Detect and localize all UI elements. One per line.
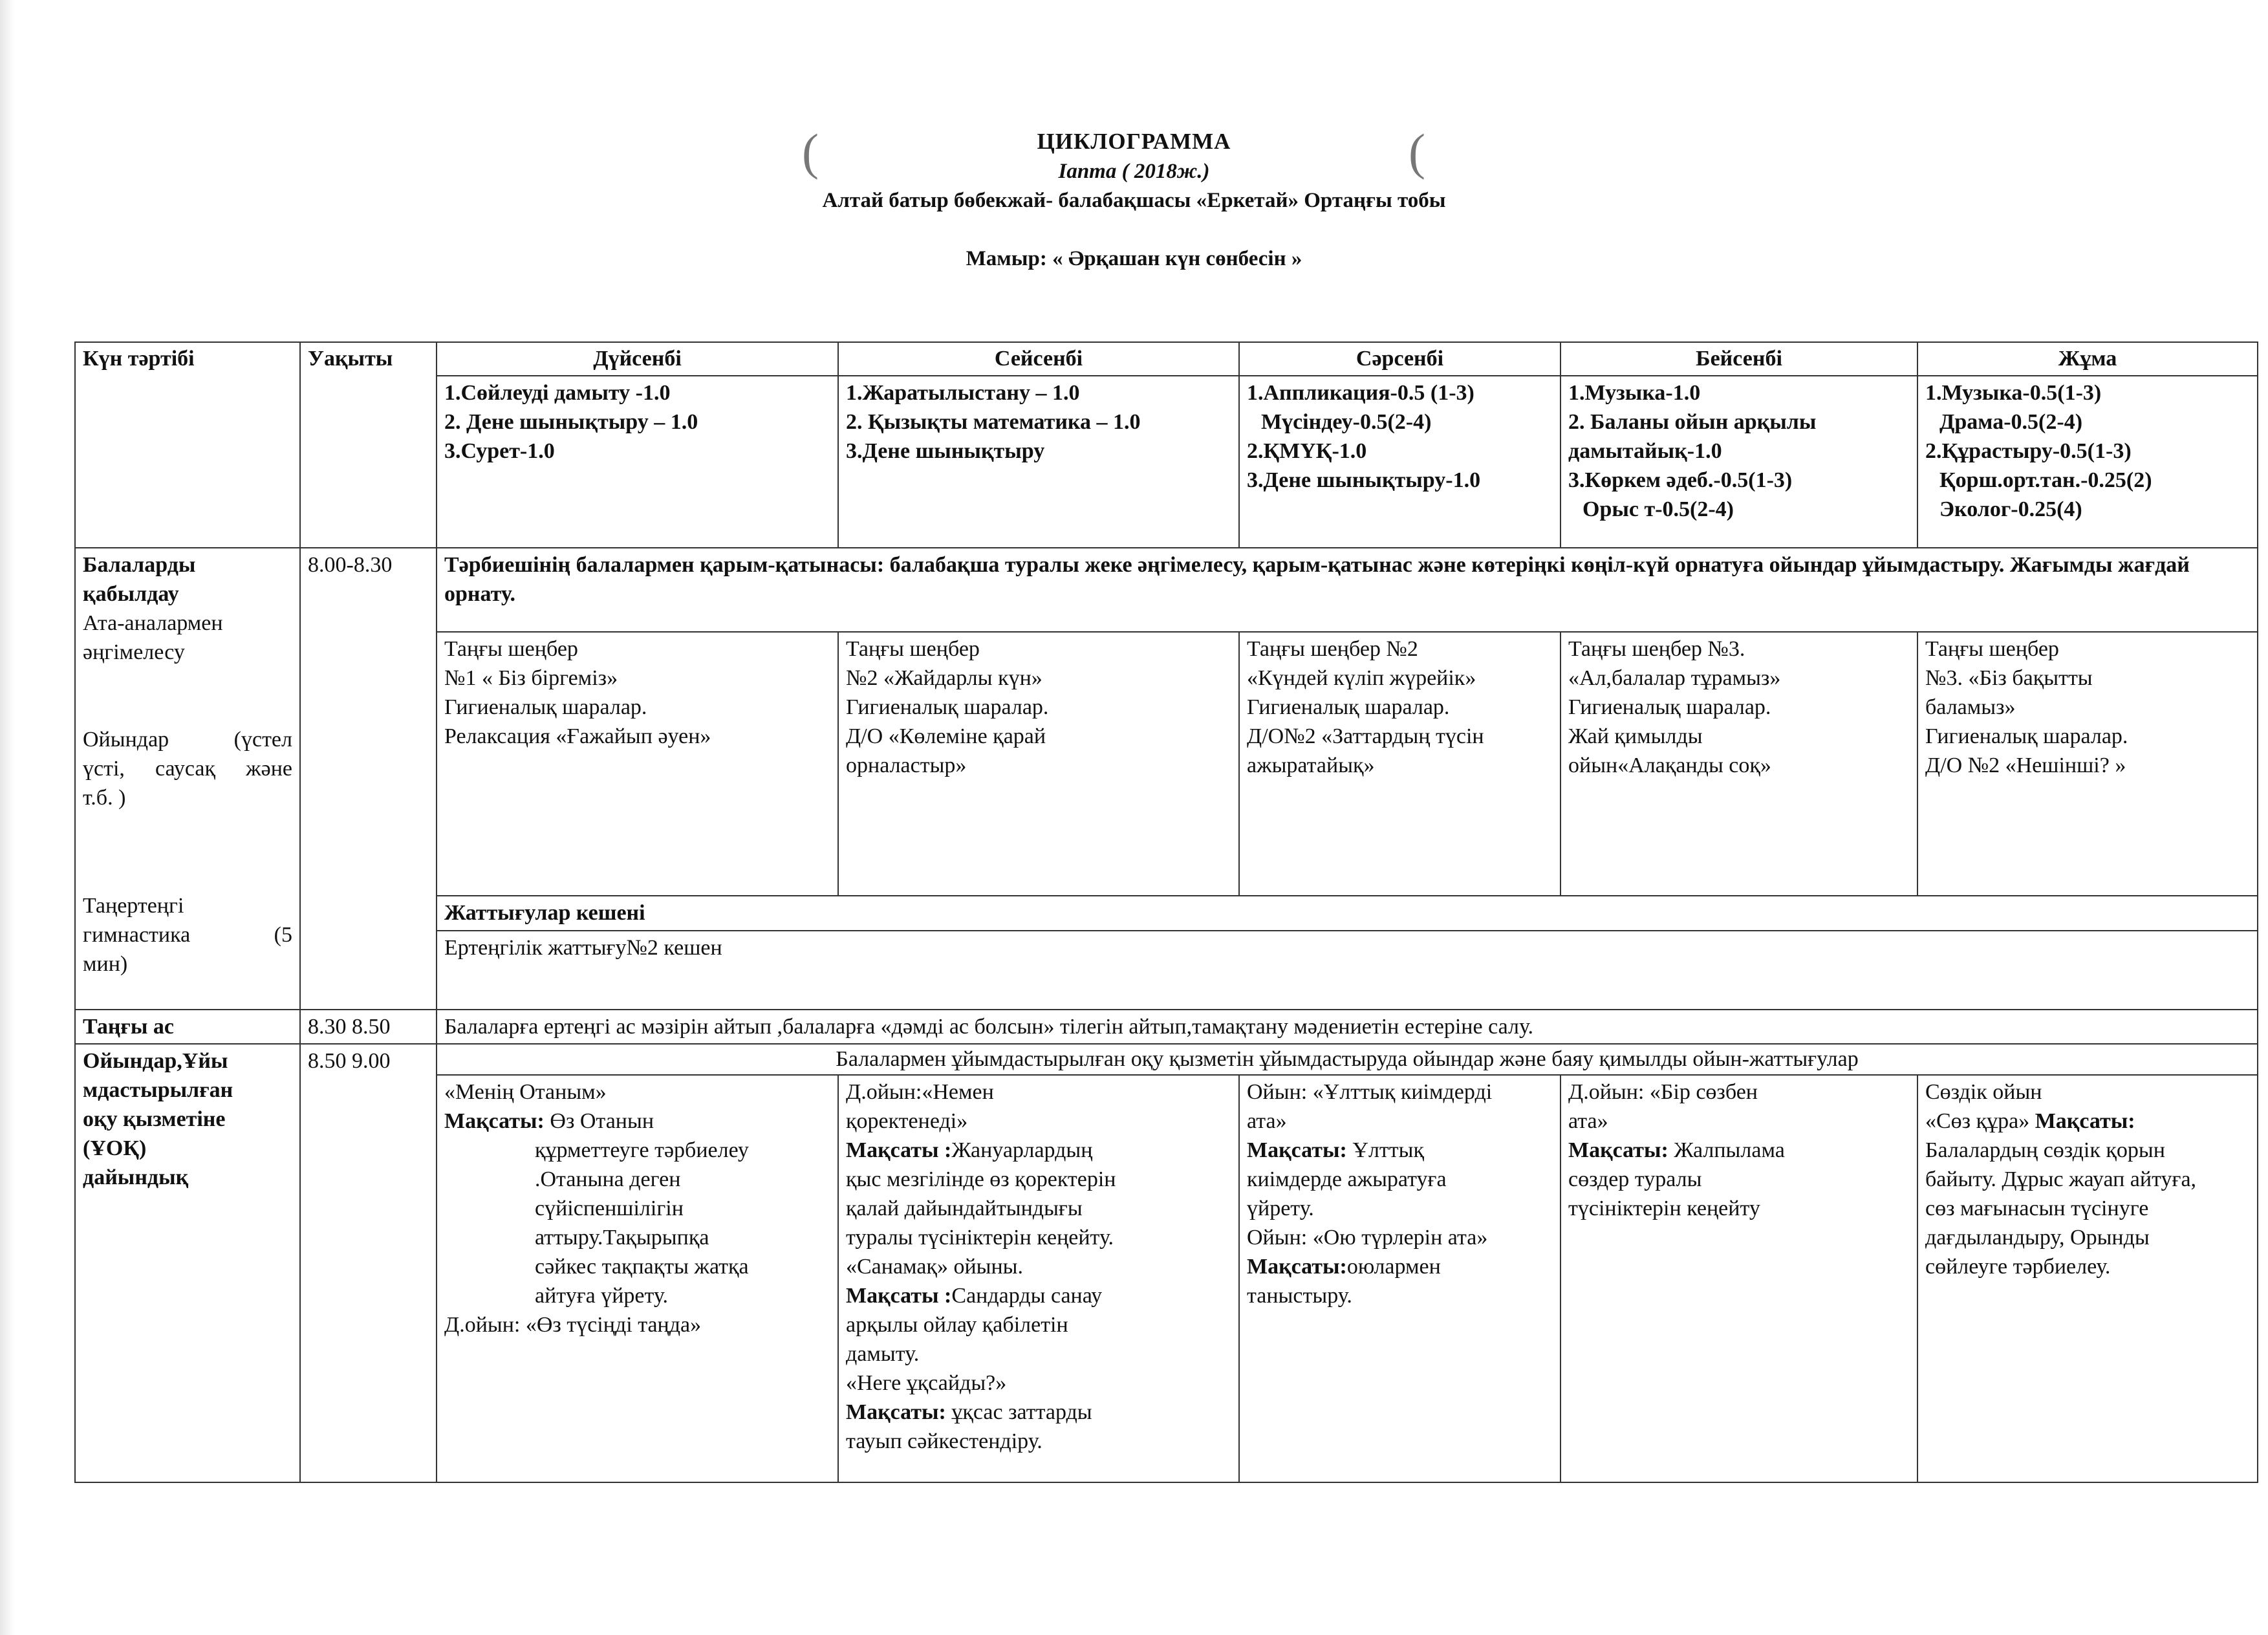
activity-line: Ойын: «Ұлттық киімдерді xyxy=(1247,1080,1493,1104)
activity-line: сөйлеуге тәрбиелеу. xyxy=(1925,1255,2111,1279)
prep-wed xyxy=(1239,1075,1561,1482)
exercise-title: Жаттығулар кешені xyxy=(437,896,2258,931)
activity-line: .Отанына деген xyxy=(535,1167,681,1191)
activity-line: «Күндей күліп жүрейік» xyxy=(1247,666,1476,690)
subject-item: 1.Сөйлеуді дамыту -1.0 xyxy=(444,381,671,405)
activity-line: Д/О№2 «Заттардың түсін xyxy=(1247,724,1484,748)
activity-line: дағдыландыру, Орынды xyxy=(1925,1226,2150,1250)
activity-line: аттыру.Тақырыпқа xyxy=(535,1226,709,1250)
subjects-wed xyxy=(1239,376,1561,548)
aim-text: ұқсас заттарды xyxy=(945,1400,1092,1424)
activity-line: Ойын: «Ою түрлерін ата» xyxy=(1247,1226,1488,1250)
col-header-mon: Дүйсенбі xyxy=(437,342,838,376)
activity-line: Таңғы шеңбер xyxy=(444,637,578,661)
activity-aim xyxy=(1247,1252,1553,1281)
activity-line: ойын«Алақанды соқ» xyxy=(1568,753,1771,777)
activity-aim xyxy=(846,1398,1231,1427)
games-label-line: Ойындар (үстел xyxy=(83,728,292,752)
activity-aim xyxy=(1568,1136,1910,1165)
morning-circle-thu xyxy=(1561,632,1917,896)
activity-aim xyxy=(444,1107,830,1136)
spacer xyxy=(83,667,292,725)
activity-line: Гигиеналық шаралар. xyxy=(1568,695,1771,719)
prep-fri xyxy=(1917,1075,2258,1482)
activity-line: Д/О №2 «Нешінші? » xyxy=(1925,753,2126,777)
decorative-bracket-right: ( xyxy=(1409,124,1425,180)
school-name: Алтай батыр бөбекжай- балабақшасы «Еркетай» Ортаңғы тобы xyxy=(822,189,1446,212)
prep-tue xyxy=(838,1075,1239,1482)
subjects-fri xyxy=(1917,376,2258,548)
header-row xyxy=(75,342,2258,376)
activity-line: Гигиеналық шаралар. xyxy=(444,695,647,719)
aim-text: Жануарлардың xyxy=(951,1138,1093,1162)
breakfast-time: 8.30 8.50 xyxy=(300,1010,437,1044)
aim-label: Мақсаты : xyxy=(846,1284,952,1308)
activity-aim xyxy=(846,1136,1231,1165)
reception-intro-row xyxy=(75,548,2258,632)
prep-label-line: Ойындар,Ұйы xyxy=(83,1049,228,1073)
subject-item: Эколог-0.25(4) xyxy=(1939,497,2082,521)
subject-item: 2.ҚМҮҚ-1.0 xyxy=(1247,439,1367,463)
col-header-tue: Сейсенбі xyxy=(838,342,1239,376)
activity-line: қыс мезгілінде өз қоректерін xyxy=(846,1167,1116,1191)
subject-item: дамытайық-1.0 xyxy=(1568,439,1722,463)
activity-line: орналастыр» xyxy=(846,753,967,777)
col-header-fri: Жұма xyxy=(1917,342,2258,376)
subject-item: 1.Аппликация-0.5 (1-3) xyxy=(1247,381,1474,405)
morning-circle-mon xyxy=(437,632,838,896)
aim-text: Өз Отанын xyxy=(544,1109,654,1133)
breakfast-text: Балаларға ертеңгі ас мәзірін айтып ,балаларға «дәмді ас болсын» тілегін айтып,тамақтану мәдениетін естеріне салу. xyxy=(437,1010,2258,1044)
morning-circle-fri xyxy=(1917,632,2258,896)
aim-text: оюлармен xyxy=(1346,1255,1441,1279)
activity-line: Балалардың сөздік қорын xyxy=(1925,1138,2165,1162)
prep-title: Балалармен ұйымдастырылған оқу қызметін ұйымдастыруда ойындар және баяу қимылды ойын-жаттығулар xyxy=(437,1044,2258,1075)
subjects-thu xyxy=(1561,376,1917,548)
subject-item: Драма-0.5(2-4) xyxy=(1939,410,2083,434)
activity-line: айтуға үйрету. xyxy=(535,1284,669,1308)
activity-line: тауып сәйкестендіру. xyxy=(846,1429,1042,1453)
reception-label-line: қабылдау xyxy=(83,582,179,606)
prep-label-line: мдастырылған xyxy=(83,1078,233,1102)
subject-item: 3.Көркем әдеб.-0.5(1-3) xyxy=(1568,468,1793,492)
morning-circle-tue xyxy=(838,632,1239,896)
activity-line: киімдерде ажыратуға xyxy=(1247,1167,1447,1191)
col-header-time: Уақыты xyxy=(300,342,437,548)
activity-line: ата» xyxy=(1247,1109,1287,1133)
activity-line: Гигиеналық шаралар. xyxy=(1247,695,1450,719)
reception-label-line: әңгімелесу xyxy=(83,640,185,664)
col-header-routine: Күн тәртібі xyxy=(75,342,300,548)
activity-line: Гигиеналық шаралар. xyxy=(846,695,1049,719)
subjects-mon xyxy=(437,376,838,548)
aim-label: Мақсаты : xyxy=(846,1138,952,1162)
activity-line: ажыратайық» xyxy=(1247,753,1375,777)
document-title: ЦИКЛОГРАММА xyxy=(1037,129,1231,154)
schedule-table xyxy=(74,341,2258,1483)
games-label-line: т.б. ) xyxy=(83,786,126,810)
activity-line: құрметтеугe тәрбиелеу xyxy=(535,1138,749,1162)
aim-label: Мақсаты: xyxy=(444,1109,545,1133)
activity-line: Таңғы шеңбер №3. xyxy=(1568,637,1745,661)
aim-text: Ұлттық xyxy=(1346,1138,1424,1162)
subject-item: 2. Қызықты математика – 1.0 xyxy=(846,410,1141,434)
subjects-tue xyxy=(838,376,1239,548)
prep-label-line: дайындық xyxy=(83,1165,189,1189)
reception-label-line: Балаларды xyxy=(83,553,196,577)
activity-line: Таңғы шеңбер xyxy=(1925,637,2059,661)
game-name: «Сөз құра» xyxy=(1925,1109,2035,1133)
activity-line: Релаксация «Ғажайып әуен» xyxy=(444,724,711,748)
subject-item: Мүсіндеу-0.5(2-4) xyxy=(1261,410,1432,434)
prep-title-row xyxy=(75,1044,2258,1075)
aim-text: Жалпылама xyxy=(1668,1138,1785,1162)
prep-label xyxy=(75,1044,300,1482)
aim-label: Мақсаты: xyxy=(1247,1138,1347,1162)
prep-time: 8.50 9.00 xyxy=(300,1044,437,1482)
reception-label xyxy=(75,548,300,1010)
activity-line: таныстыру. xyxy=(1247,1284,1352,1308)
activity-aim xyxy=(1925,1107,2250,1136)
aim-label: Мақсаты: xyxy=(2035,1109,2135,1133)
subject-item: 1.Музыка-1.0 xyxy=(1568,381,1701,405)
prep-thu xyxy=(1561,1075,1917,1482)
subject-item: 3.Дене шынықтыру xyxy=(846,439,1045,463)
activity-line: Жай қимылды xyxy=(1568,724,1703,748)
activity-line: байыту. Дұрыс жауап айтуға, xyxy=(1925,1167,2197,1191)
activity-line: «Менің Отаным» xyxy=(444,1080,607,1104)
col-header-thu: Бейсенбі xyxy=(1561,342,1917,376)
activity-line: №1 « Біз біргеміз» xyxy=(444,666,618,690)
breakfast-label: Таңғы ас xyxy=(75,1010,300,1044)
subject-item: 1.Музыка-0.5(1-3) xyxy=(1925,381,2102,405)
activity-line: сүйіспеншілігін xyxy=(535,1196,684,1220)
subject-item: Қорш.орт.тан.-0.25(2) xyxy=(1939,468,2152,492)
subject-item: 1.Жаратылыстану – 1.0 xyxy=(846,381,1080,405)
activity-line: түсініктерін кеңейту xyxy=(1568,1196,1760,1220)
morning-circle-wed xyxy=(1239,632,1561,896)
activity-aim xyxy=(1247,1136,1553,1165)
exercise-text: Ертеңгілік жаттығу№2 кешен xyxy=(437,931,2258,1010)
activity-line: үйрету. xyxy=(1247,1196,1314,1220)
activity-line: Таңғы шеңбер xyxy=(846,637,980,661)
gym-label-line: мин) xyxy=(83,952,128,976)
prep-label-line: (ҰОҚ) xyxy=(83,1136,147,1160)
activity-line: қалай дайындайтындығы xyxy=(846,1196,1083,1220)
activity-line: баламыз» xyxy=(1925,695,2016,719)
activity-line: Д/О «Көлеміне қарай xyxy=(846,724,1046,748)
subject-item: Орыс т-0.5(2-4) xyxy=(1582,497,1734,521)
subject-item: 2.Құрастыру-0.5(1-3) xyxy=(1925,439,2132,463)
activity-line: №2 «Жайдарлы күн» xyxy=(846,666,1042,690)
prep-label-line: оқу қызметіне xyxy=(83,1107,226,1131)
decorative-bracket-left: ( xyxy=(802,124,819,180)
games-label-line: үсті, саусақ және xyxy=(83,757,292,781)
activity-aim xyxy=(846,1281,1231,1310)
subject-item: 2. Дене шынықтыру – 1.0 xyxy=(444,410,698,434)
activity-line: қоректенеді» xyxy=(846,1109,968,1133)
reception-label-line: Ата-аналармен xyxy=(83,611,223,635)
subject-item: 3.Сурет-1.0 xyxy=(444,439,555,463)
activity-line: Д.ойын: «Өз түсіңді таңда» xyxy=(444,1313,702,1337)
gym-label-line: Таңертеңгі xyxy=(83,894,184,918)
activity-line: «Ал,балалар тұрамыз» xyxy=(1568,666,1781,690)
prep-mon xyxy=(437,1075,838,1482)
month-theme: Мамыр: « Әрқашан күн сөнбесін » xyxy=(966,247,1302,270)
activity-line: №3. «Біз бақытты xyxy=(1925,666,2093,690)
activity-line: Сөздік ойын xyxy=(1925,1080,2042,1104)
activity-line: Таңғы шеңбер №2 xyxy=(1247,637,1418,661)
document-subtitle: Iапта ( 2018ж.) xyxy=(1058,160,1210,183)
aim-text: Сандарды санау xyxy=(951,1284,1103,1308)
activity-line: сөз мағынасын түсінуге xyxy=(1925,1196,2149,1220)
reception-time: 8.00-8.30 xyxy=(300,548,437,1010)
breakfast-row xyxy=(75,1010,2258,1044)
activity-line: сөздер туралы xyxy=(1568,1167,1702,1191)
gym-label-line: гимнастика (5 xyxy=(83,923,292,947)
aim-label: Мақсаты: xyxy=(1568,1138,1669,1162)
activity-line: сәйкес тақпақты жатқа xyxy=(535,1255,749,1279)
activity-line: дамыту. xyxy=(846,1342,920,1366)
activity-line: арқылы ойлау қабілетін xyxy=(846,1313,1068,1337)
activity-line: ата» xyxy=(1568,1109,1608,1133)
subject-item: 3.Дене шынықтыру-1.0 xyxy=(1247,468,1481,492)
activity-line: Гигиеналық шаралар. xyxy=(1925,724,2128,748)
activity-line: «Санамақ» ойыны. xyxy=(846,1255,1024,1279)
activity-line: Д.ойын: «Бір сөзбен xyxy=(1568,1080,1758,1104)
col-header-wed: Сәрсенбі xyxy=(1239,342,1561,376)
activity-line: Д.ойын:«Немен xyxy=(846,1080,994,1104)
aim-label: Мақсаты: xyxy=(1247,1255,1347,1279)
subject-item: 2. Баланы ойын арқылы xyxy=(1568,410,1817,434)
spacer xyxy=(83,812,292,891)
activity-line: туралы түсініктерін кеңейту. xyxy=(846,1226,1114,1250)
aim-label: Мақсаты: xyxy=(846,1400,946,1424)
reception-intro: Тәрбиешінің балалармен қарым-қатынасы: балабақша туралы жеке әңгімелесу, қарым-қатынас және көтеріңкі көңіл-күй орнатуға ойындар ұйымдастыру. Жағымды жағдай орнату. xyxy=(437,548,2258,632)
document-header xyxy=(0,126,2268,274)
activity-line: «Неге ұқсайды?» xyxy=(846,1371,1007,1395)
